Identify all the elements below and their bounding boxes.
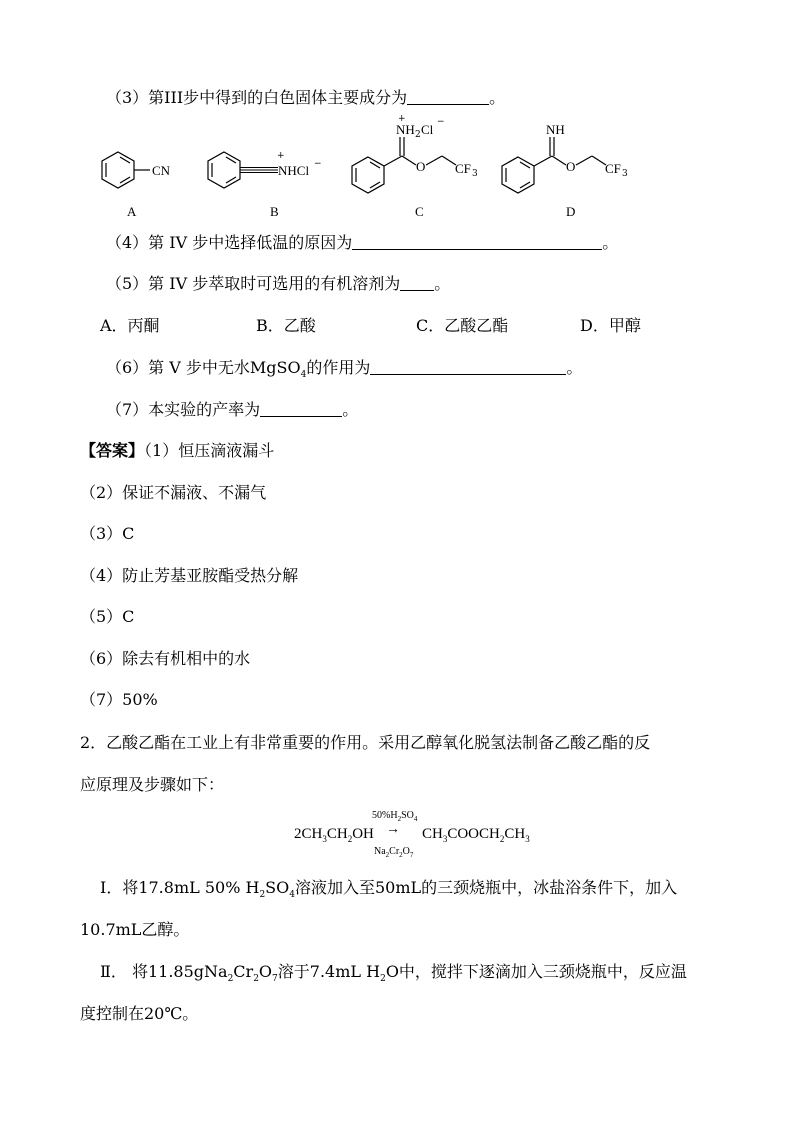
option-d: D．甲醇: [580, 316, 641, 335]
svg-text:NH: NH: [546, 122, 565, 137]
step-1-line1: Ⅰ．将17.8mL 50% $H_2SO_4$溶液加入至50mL的三颈烧瓶中，冰盐浴条件下，加入: [100, 878, 678, 901]
structure-a-benzonitrile: [100, 150, 190, 196]
question-4: （4）第 IV 步中选择低温的原因为 。: [106, 233, 619, 252]
question-6: （6）第 V 步中无水MgSO$_4$的作用为 。: [106, 358, 583, 381]
svg-text:+: +: [277, 151, 285, 161]
svg-text:NHCl: NHCl: [278, 163, 310, 178]
svg-text:2: 2: [415, 130, 421, 140]
step-1-line2: 10.7mL乙醇。: [80, 920, 190, 939]
answer-blank: [370, 358, 566, 375]
svg-text:O: O: [566, 159, 576, 174]
answer-blank: [407, 88, 489, 105]
group-label: CN: [152, 163, 171, 178]
answer-blank: [400, 274, 434, 291]
svg-text:3: 3: [472, 169, 478, 179]
structure-label-b: B: [270, 204, 279, 219]
svg-text:+: +: [398, 115, 406, 124]
structure-label-d: D: [566, 204, 576, 219]
option-a: A．丙酮: [100, 316, 160, 335]
structure-c-imidate-salt: [346, 115, 496, 197]
svg-text:CF: CF: [455, 161, 471, 176]
structure-d-imidate: [496, 115, 646, 197]
question-3: （3）第III步中得到的白色固体主要成分为 。: [106, 88, 506, 107]
structure-b-nitrilium: [206, 146, 326, 196]
svg-text:CF: CF: [605, 161, 621, 176]
step-2-line1: Ⅱ． 将$11.85gNa_2Cr_2O_7$溶于7.4mL $H_2O$中，搅拌下逐滴加入三颈烧瓶中，反应温: [100, 962, 687, 985]
structure-label-a: A: [127, 204, 137, 219]
answer-1: 【答案】（1）恒压滴液漏斗: [80, 441, 275, 460]
step-2-line2: 度控制在20℃。: [80, 1004, 199, 1023]
reaction-product: $CH_3COOCH_2CH_3$: [422, 826, 530, 844]
answer-4: （4）防止芳基亚胺酯受热分解: [80, 566, 299, 585]
answer-2: （2）保证不漏液、不漏气: [80, 483, 267, 502]
option-c: C．乙酸乙酯: [416, 316, 509, 335]
reaction-arrow: →: [386, 822, 400, 837]
reaction-condition-above: $50\%H_2SO_4$: [372, 810, 418, 823]
answer-3: （3）C: [80, 524, 135, 543]
answer-blank: [352, 233, 602, 250]
structure-label-c: C: [415, 204, 424, 219]
svg-text:NH: NH: [396, 122, 415, 137]
reaction-reactant: $2CH_3CH_2OH$: [294, 826, 374, 844]
answer-5: （5）C: [80, 607, 135, 626]
answer-tag: 【答案】: [80, 441, 145, 460]
reaction-condition-below: $Na_2Cr_2O_7$: [374, 846, 414, 859]
answer-6: （6）除去有机相中的水: [80, 649, 251, 668]
svg-text:3: 3: [622, 169, 628, 179]
svg-text:Cl: Cl: [421, 122, 434, 137]
option-b: B．乙酸: [256, 316, 316, 335]
question-5: （5）第 IV 步萃取时可选用的有机溶剂为 。: [106, 274, 451, 293]
question-2-intro-line2: 应原理及步骤如下：: [80, 775, 225, 794]
question-2-intro-line1: 2．乙酸乙酯在工业上有非常重要的作用。采用乙醇氧化脱氢法制备乙酸乙酯的反: [80, 733, 651, 752]
answer-7: （7）50%: [80, 690, 158, 709]
svg-text:−: −: [314, 159, 322, 169]
svg-text:O: O: [416, 159, 426, 174]
svg-text:−: −: [437, 117, 445, 127]
answer-blank: [260, 400, 342, 417]
question-7: （7）本实验的产率为 。: [106, 400, 359, 419]
